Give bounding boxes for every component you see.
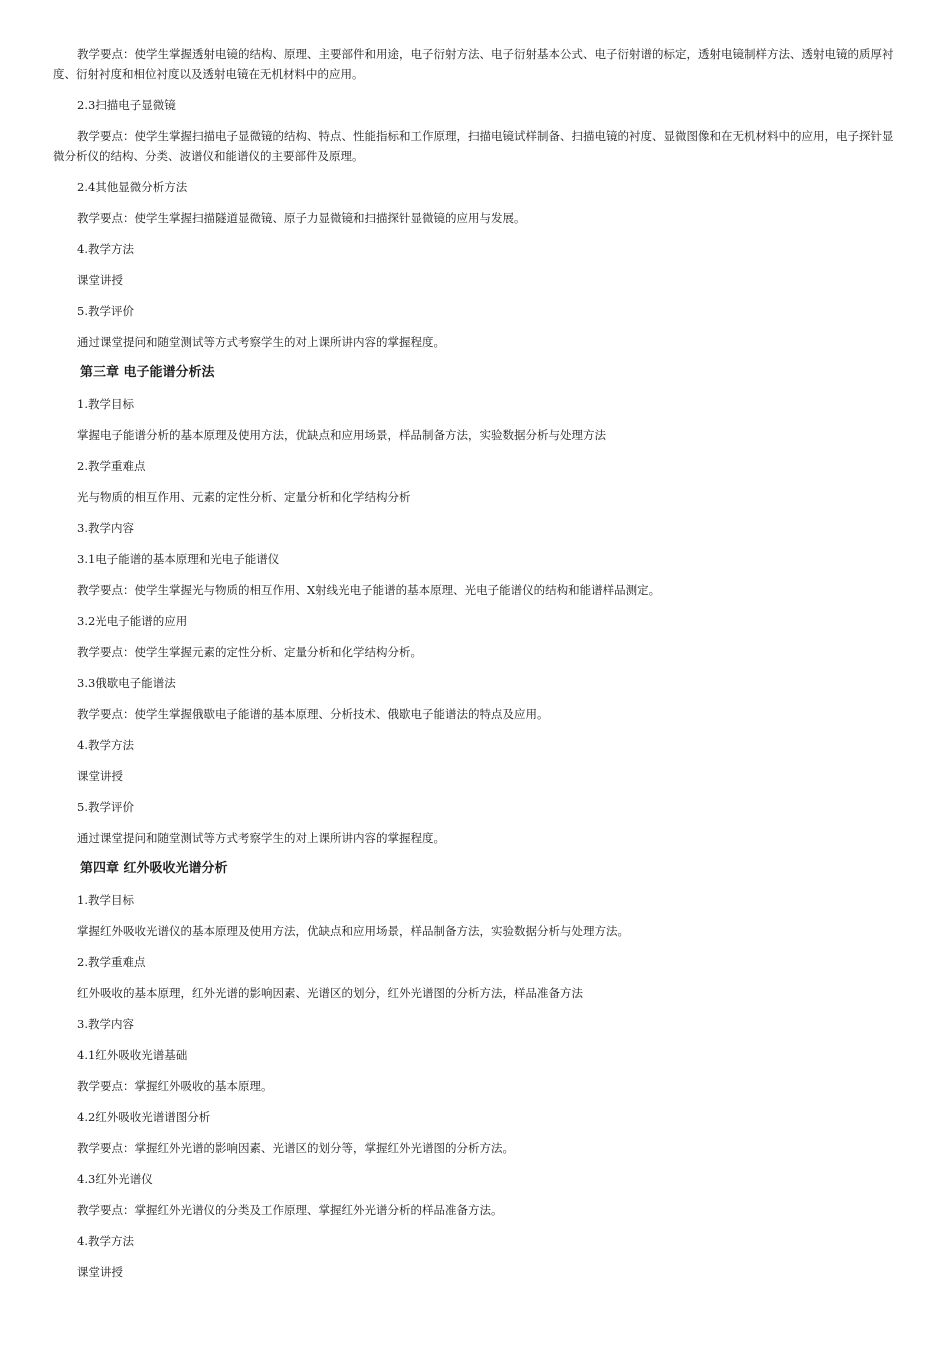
paragraph: 1.教学目标 xyxy=(77,397,134,411)
paragraph: 教学要点：使学生掌握扫描电子显微镜的结构、特点、性能指标和工作原理，扫描电镜试样制备、扫描电镜的衬度、显微图像和在无机材料中的应用，电子探针显微分析仪的结构、分类、波谱仪和能谱仪的主要部件及原理。 xyxy=(53,129,894,163)
paragraph: 教学要点：掌握红外光谱的影响因素、光谱区的划分等，掌握红外光谱图的分析方法。 xyxy=(77,1141,514,1155)
paragraph: 教学要点：掌握红外吸收的基本原理。 xyxy=(77,1079,273,1093)
paragraph: 掌握电子能谱分析的基本原理及使用方法，优缺点和应用场景，样品制备方法，实验数据分析与处理方法 xyxy=(77,428,606,442)
paragraph: 2.教学重难点 xyxy=(77,955,146,969)
paragraph: 课堂讲授 xyxy=(77,1265,123,1279)
paragraph: 4.3红外光谱仪 xyxy=(77,1172,153,1186)
paragraph: 红外吸收的基本原理，红外光谱的影响因素、光谱区的划分，红外光谱图的分析方法，样品准备方法 xyxy=(77,986,583,1000)
paragraph: 教学要点：使学生掌握扫描隧道显微镜、原子力显微镜和扫描探针显微镜的应用与发展。 xyxy=(77,211,526,225)
paragraph: 4.教学方法 xyxy=(77,1234,134,1248)
paragraph: 4.1红外吸收光谱基础 xyxy=(77,1048,188,1062)
paragraph: 4.2红外吸收光谱谱图分析 xyxy=(77,1110,211,1124)
paragraph: 课堂讲授 xyxy=(77,769,123,783)
paragraph: 教学要点：使学生掌握元素的定性分析、定量分析和化学结构分析。 xyxy=(77,645,422,659)
document-body xyxy=(53,44,898,1293)
paragraph: 教学要点：使学生掌握光与物质的相互作用、X射线光电子能谱的基本原理、光电子能谱仪的结构和能谱样品测定。 xyxy=(77,583,661,597)
paragraph: 4.教学方法 xyxy=(77,242,134,256)
paragraph: 课堂讲授 xyxy=(77,273,123,287)
paragraph: 5.教学评价 xyxy=(77,304,134,318)
paragraph: 2.4其他显微分析方法 xyxy=(77,180,188,194)
paragraph: 4.教学方法 xyxy=(77,738,134,752)
paragraph: 掌握红外吸收光谱仪的基本原理及使用方法，优缺点和应用场景，样品制备方法，实验数据分析与处理方法。 xyxy=(77,924,629,938)
paragraph: 教学要点：使学生掌握透射电镜的结构、原理、主要部件和用途，电子衍射方法、电子衍射基本公式、电子衍射谱的标定，透射电镜制样方法、透射电镜的质厚衬度、衍射衬度和相位衬度以及透射电镜在无机材料中的应用。 xyxy=(53,47,894,81)
chapter-heading: 第四章 红外吸收光谱分析 xyxy=(80,861,228,876)
paragraph: 3.教学内容 xyxy=(77,521,134,535)
paragraph: 光与物质的相互作用、元素的定性分析、定量分析和化学结构分析 xyxy=(77,490,411,504)
paragraph: 教学要点：使学生掌握俄歇电子能谱的基本原理、分析技术、俄歇电子能谱法的特点及应用。 xyxy=(77,707,549,721)
chapter-heading: 第三章 电子能谱分析法 xyxy=(80,365,215,380)
paragraph: 3.教学内容 xyxy=(77,1017,134,1031)
paragraph: 3.1电子能谱的基本原理和光电子能谱仪 xyxy=(77,552,280,566)
paragraph: 2.教学重难点 xyxy=(77,459,146,473)
paragraph: 5.教学评价 xyxy=(77,800,134,814)
paragraph: 教学要点：掌握红外光谱仪的分类及工作原理、掌握红外光谱分析的样品准备方法。 xyxy=(77,1203,503,1217)
paragraph: 通过课堂提问和随堂测试等方式考察学生的对上课所讲内容的掌握程度。 xyxy=(77,831,445,845)
paragraph: 1.教学目标 xyxy=(77,893,134,907)
paragraph: 3.3俄歇电子能谱法 xyxy=(77,676,176,690)
paragraph: 通过课堂提问和随堂测试等方式考察学生的对上课所讲内容的掌握程度。 xyxy=(77,335,445,349)
paragraph: 3.2光电子能谱的应用 xyxy=(77,614,188,628)
paragraph: 2.3扫描电子显微镜 xyxy=(77,98,176,112)
